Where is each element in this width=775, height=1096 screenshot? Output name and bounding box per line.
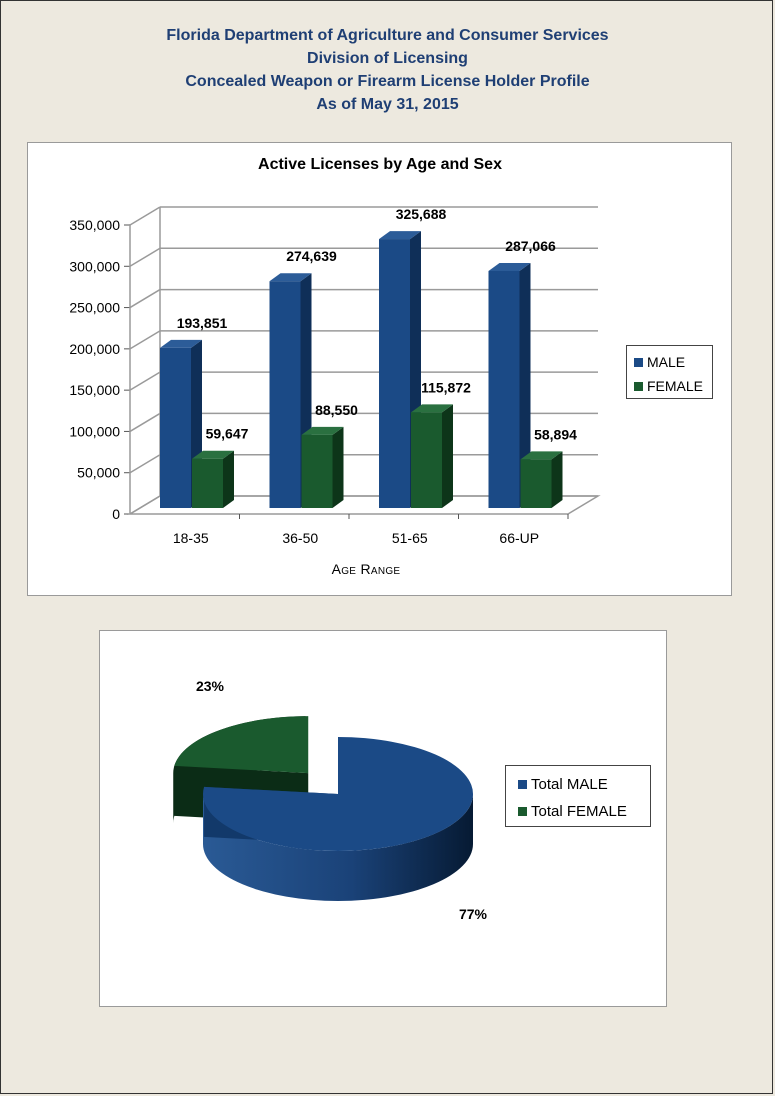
female-swatch (634, 382, 643, 391)
side-gridline (130, 413, 160, 431)
bar-chart-legend (626, 345, 713, 399)
data-label-female: 88,550 (315, 401, 358, 418)
pie-chart-legend (505, 765, 651, 827)
pie-label-male: 77% (458, 906, 488, 922)
data-label-male: 287,066 (505, 237, 556, 254)
data-label-female: 115,872 (421, 379, 471, 396)
total-male-swatch (518, 780, 527, 789)
y-tick-label: 150,000 (69, 382, 120, 399)
bar-male-66-UP (489, 271, 520, 508)
x-tick-label: 51-65 (391, 530, 428, 546)
x-tick-label: 66-UP (499, 530, 540, 546)
data-label-male: 325,688 (395, 206, 447, 223)
pie-label-female: 23% (195, 678, 225, 694)
bar-female-66-UP (521, 459, 552, 508)
x-tick-label: 36-50 (282, 530, 319, 546)
bar-female-side (552, 451, 563, 508)
side-gridline (130, 290, 160, 308)
bar-female-36-50 (302, 435, 333, 508)
y-tick-label: 100,000 (69, 423, 120, 440)
legend-entry-male (634, 350, 712, 374)
pie-slice-female (174, 716, 308, 773)
side-gridline (130, 331, 160, 349)
y-tick-label: 200,000 (69, 340, 120, 357)
legend-entry-total-female (518, 798, 650, 825)
legend-label-male: MALE (647, 354, 686, 370)
bar-female-side (333, 427, 344, 508)
y-tick-label: 250,000 (69, 299, 120, 316)
bar-female-side (442, 404, 453, 508)
bar-male-18-35 (160, 348, 191, 508)
bar-female-51-65 (411, 412, 442, 508)
legend-entry-female (634, 374, 712, 398)
header-line-4: As of May 31, 2015 (316, 96, 459, 113)
report-header (0, 24, 775, 116)
data-label-male: 274,639 (286, 248, 337, 265)
data-label-female: 58,894 (534, 426, 577, 443)
y-tick-label: 0 (112, 506, 120, 522)
total-female-swatch (518, 807, 527, 816)
y-tick-label: 350,000 (69, 217, 120, 233)
side-gridline (130, 248, 160, 266)
chart-title: Active Licenses by Age and Sex (258, 156, 502, 173)
legend-entry-total-male (518, 771, 650, 798)
bar-female-18-35 (192, 459, 223, 508)
legend-label-female: FEMALE (647, 378, 704, 394)
bar-male-51-65 (379, 239, 410, 508)
legend-label-total-female: Total FEMALE (531, 803, 627, 820)
male-swatch (634, 358, 643, 367)
legend-label-total-male: Total MALE (531, 776, 608, 793)
pie-chart-panel (99, 630, 667, 1007)
data-label-male: 193,851 (176, 314, 228, 331)
x-axis-title: Age Range (331, 561, 401, 577)
header-line-1: Florida Department of Agriculture and Consumer Services (166, 27, 609, 44)
header-line-2: Division of Licensing (307, 50, 468, 67)
data-label-female: 59,647 (205, 425, 249, 442)
x-tick-label: 18-35 (172, 530, 209, 546)
y-tick-label: 50,000 (77, 464, 120, 481)
side-gridline (130, 372, 160, 390)
side-gridline (130, 455, 160, 473)
bar-male-36-50 (270, 281, 301, 508)
header-line-3: Concealed Weapon or Firearm License Holder Profile (185, 73, 590, 90)
side-gridline (130, 207, 160, 225)
bar-chart-panel (27, 142, 732, 596)
bar-female-side (223, 451, 234, 508)
y-tick-label: 300,000 (69, 258, 120, 275)
